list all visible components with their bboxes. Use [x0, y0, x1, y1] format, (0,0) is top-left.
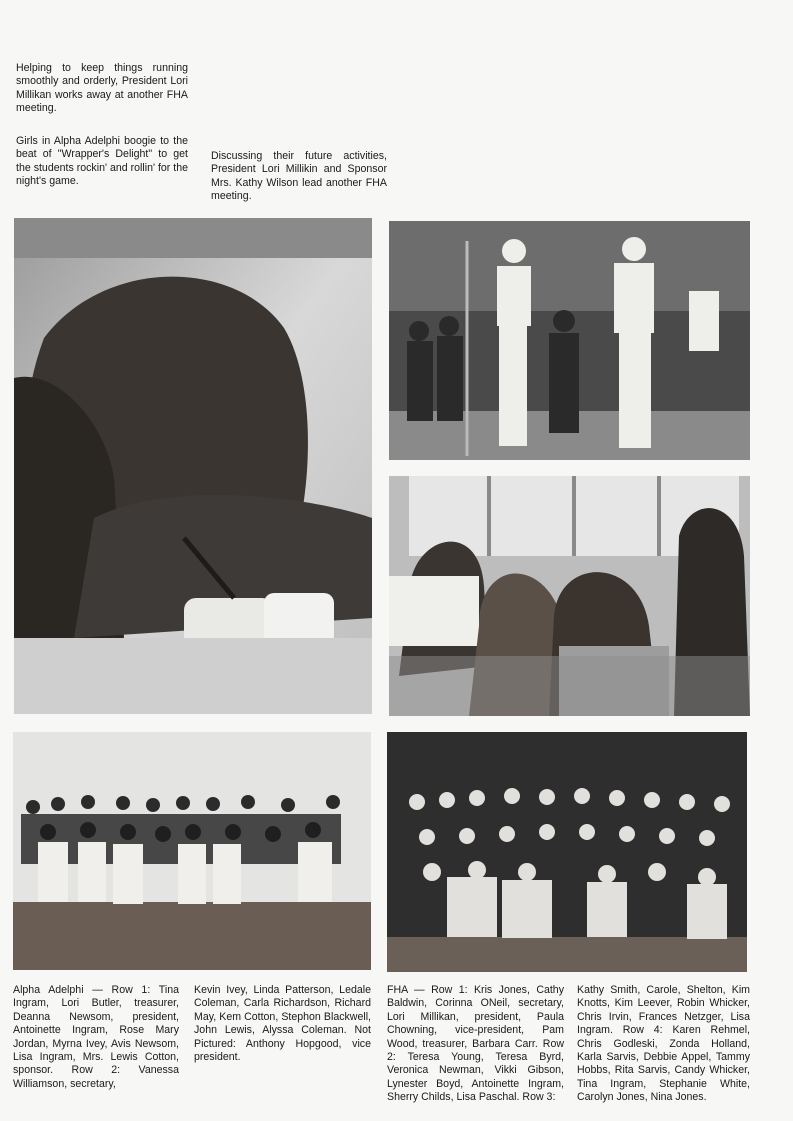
photo-alpha-adelphi-dancers: [389, 221, 750, 460]
photo-fha-meeting: [389, 476, 750, 716]
caption-president-at-work: Helping to keep things running smoothly and orderly, President Lori Millikan works away at another FHA meeting.: [16, 62, 188, 115]
caption-alpha-adelphi-dance: Girls in Alpha Adelphi boogie to the beat of "Wrapper's Delight" to get the students rockin' and rollin' for the night's game.: [16, 135, 188, 188]
caption-alpha-adelphi-col2: Kevin Ivey, Linda Patterson, Ledale Coleman, Carla Richardson, Richard May, Kem Cotton, Stephon Blackwell, John Lewis, Alyssa Coleman. Not Pictured: Anthony Hopgood, vice president.: [194, 984, 371, 1064]
photo-president-writing: [14, 218, 372, 714]
photo-alpha-adelphi-group: [13, 732, 371, 970]
photo-fha-group: [387, 732, 747, 972]
caption-fha-col1: FHA — Row 1: Kris Jones, Cathy Baldwin, Corinna ONeil, secretary, Lori Millikan, president, Paula Chowning, vice-president, Pam Wood, treasurer, Barbara Carr. Row 2: Teresa Young, Teresa Byrd, Veronica Newman, Vikki Gibson, Lynester Boyd, Antoinette Ingram, Sherry Childs, Lisa Paschal. Row 3:: [387, 984, 564, 1104]
caption-future-activities: Discussing their future activities, President Lori Millikin and Sponsor Mrs. Kathy Wilson lead another FHA meeting.: [211, 150, 387, 203]
caption-fha-col2: Kathy Smith, Carole, Shelton, Kim Knotts, Kim Leever, Robin Whicker, Chris Irvin, Frances Netzger, Lisa Ingram. Row 4: Karen Rehmel, Chris Godleski, Zonda Holland, Karla Sarvis, Debbie Appel, Tammy Hobbs, Rita Sarvis, Candy Whicker, Tina Ingram, Stephanie White, Carolyn Jones, Nina Jones.: [577, 984, 750, 1104]
caption-alpha-adelphi-col1: Alpha Adelphi — Row 1: Tina Ingram, Lori Butler, treasurer, Deanna Newsom, president, Antoinette Ingram, Rose Mary Jordan, Myrna Ivey, Avis Newsom, Lisa Ingram, Mrs. Lewis Cotton, sponsor. Row 2: Vanessa Williamson, secretary,: [13, 984, 179, 1090]
